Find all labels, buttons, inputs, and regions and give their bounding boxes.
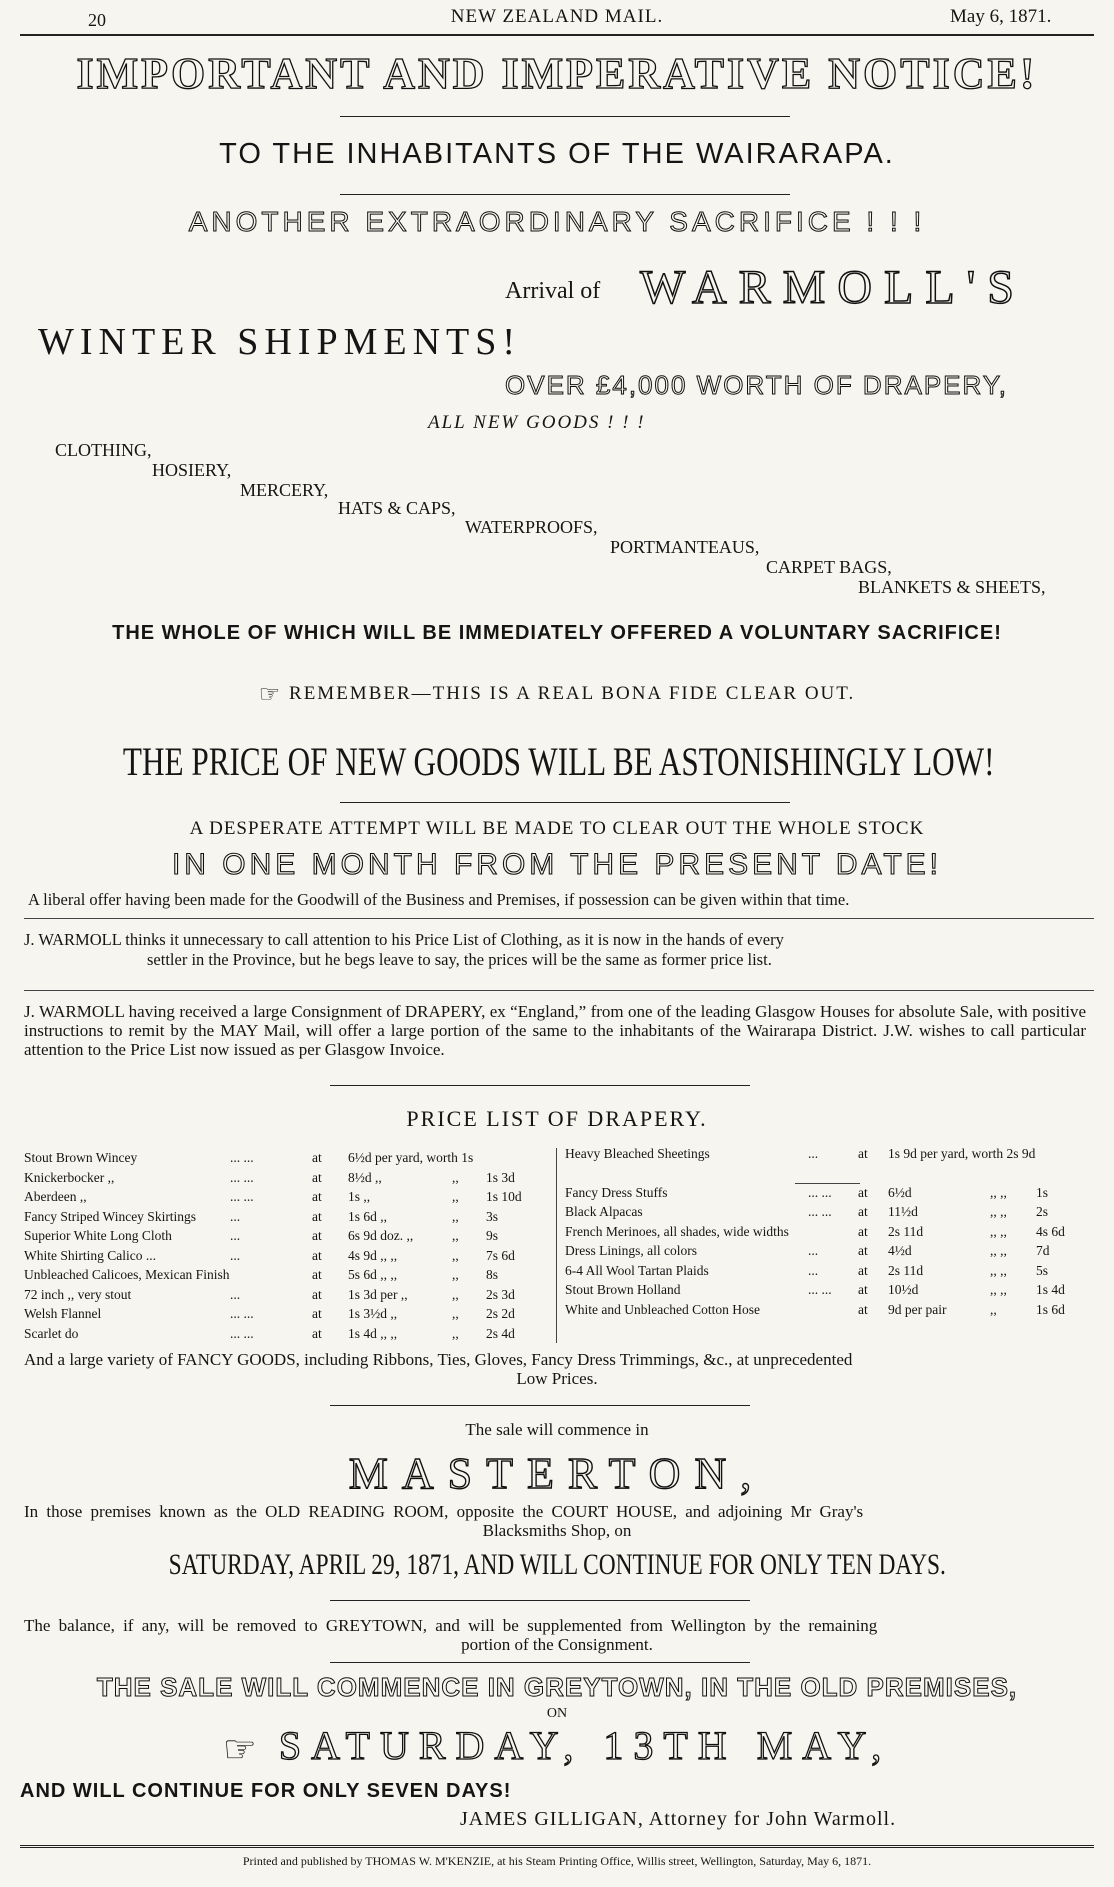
price-list-right-item: French Merinoes, all shades, wide widths (565, 1223, 789, 1239)
price-list-left-q: ,, (452, 1325, 459, 1341)
price-list-right-worth: 5s (1036, 1262, 1049, 1278)
greytown-headline: THE SALE WILL COMMENCE IN GREYTOWN, IN THE OLD PREMISES, (96, 1672, 1018, 1702)
price-list-left-q: ,, (452, 1306, 459, 1321)
price-list-right-dots: ... ... (808, 1282, 832, 1297)
price-list-left-price: 1s ,, (348, 1189, 371, 1204)
price-list-right-price: 6½d (888, 1184, 912, 1200)
price-list-right-q: ,, ,, (990, 1223, 1007, 1239)
divider (330, 1600, 750, 1601)
winter-shipments: WINTER SHIPMENTS! (38, 321, 522, 363)
price-list-right-worth: 1s 4d (1036, 1282, 1065, 1297)
para1-line1: J. WARMOLL thinks it unnecessary to call attention to his Price List of Clothing, as it is now in the hands of every (24, 930, 784, 949)
price-list-left-price: 1s 4d ,, ,, (348, 1325, 398, 1341)
seven-days: AND WILL CONTINUE FOR ONLY SEVEN DAYS! (20, 1780, 512, 1802)
price-list-right-price: 9d per pair (888, 1301, 947, 1317)
price-list-title (0, 1106, 1114, 1132)
price-list-left-item: Welsh Flannel (24, 1306, 102, 1321)
price-list-right-at: at (858, 1301, 868, 1317)
price-list-left-price: 1s 3½d ,, (348, 1306, 398, 1321)
price-list-right-at: at (858, 1184, 868, 1200)
price-list-left-item: Aberdeen ,, (24, 1189, 87, 1204)
price-list-right-item: 6-4 All Wool Tartan Plaids (565, 1262, 709, 1278)
price-list-right-q: ,, ,, (990, 1243, 1007, 1258)
price-list-left-q: ,, (452, 1286, 459, 1302)
price-list-left-at: at (312, 1325, 322, 1341)
price-list-left-dots: ... (230, 1208, 241, 1224)
price-list-right-at: at (858, 1262, 868, 1278)
saturday-april (0, 1548, 1114, 1582)
price-list-left-q: ,, (452, 1267, 459, 1282)
price-list-left-worth: 2s 2d (486, 1306, 515, 1321)
price-list-right-q: ,, (990, 1301, 997, 1317)
price-list-left-item: White Shirting Calico ... (24, 1247, 156, 1263)
all-new-goods: ALL NEW GOODS ! ! ! (428, 412, 646, 433)
price-list-right-q: ,, ,, (990, 1184, 1007, 1200)
price-list-right-dots: ... (808, 1146, 819, 1161)
goods-mercery: MERCERY, (240, 480, 329, 500)
price-list-left-at: at (312, 1189, 322, 1204)
price-list-right-at: at (858, 1282, 868, 1297)
balance-line1: The balance, if any, will be removed to GREYTOWN, and will be supplemented from Wellington by the remaining (24, 1616, 878, 1635)
goods-carpet-bags: CARPET BAGS, (766, 557, 892, 577)
saturday-may-line (0, 1722, 1114, 1772)
price-list-left-dots: ... (230, 1228, 241, 1243)
fancy-goods-line1: And a large variety of FANCY GOODS, including Ribbons, Ties, Gloves, Fancy Dress Trimmings, &c., at unprecedented (24, 1350, 853, 1369)
whole-sacrifice: THE WHOLE OF WHICH WILL BE IMMEDIATELY OFFERED A VOLUNTARY SACRIFICE! (112, 622, 1002, 644)
one-month: IN ONE MONTH FROM THE PRESENT DATE! (171, 848, 943, 881)
price-list-left-price: 5s 6d ,, ,, (348, 1267, 398, 1282)
pointing-hand-icon: ☞ (258, 682, 283, 708)
price-list-left-item: Superior White Long Cloth (24, 1228, 172, 1243)
price-list-right-dots: ... ... (808, 1184, 832, 1200)
price-list-right-item: White and Unbleached Cotton Hose (565, 1301, 760, 1317)
price-list-right-worth: 2s (1036, 1204, 1049, 1219)
divider (340, 194, 790, 195)
footer-imprint: Printed and published by THOMAS W. M'KENZIE, at his Steam Printing Office, Willis street, Wellington, Saturday, May 6, 1871. (242, 1854, 872, 1868)
price-list-left-q: ,, (452, 1189, 459, 1204)
goods-portmanteaus: PORTMANTEAUS, (610, 537, 760, 557)
price-list-right-q: ,, ,, (990, 1204, 1007, 1219)
goods-waterproofs: WATERPROOFS, (465, 517, 598, 537)
price-list-right-price: 4½d (888, 1243, 912, 1258)
saturday-april-text: SATURDAY, APRIL 29, 1871, AND WILL CONTINUE FOR ONLY TEN DAYS. (168, 1548, 946, 1581)
price-list-right-q: ,, ,, (990, 1262, 1007, 1278)
price-list-left-dots: ... ... (230, 1325, 254, 1341)
price-list-right-price: 2s 11d (888, 1223, 924, 1239)
price-list-right-at: at (858, 1243, 868, 1258)
price-list-right-dots: ... ... (808, 1204, 832, 1219)
divider (330, 1662, 750, 1663)
price-list-left-worth: 3s (486, 1208, 499, 1224)
desperate-attempt: A DESPERATE ATTEMPT WILL BE MADE TO CLEAR OUT THE WHOLE STOCK (189, 818, 925, 839)
goods-clothing: CLOTHING, (55, 440, 152, 460)
page-number: 20 (88, 10, 106, 30)
price-list-left-item: Stout Brown Wincey (24, 1150, 138, 1165)
price-list-left-price: 4s 9d ,, ,, (348, 1247, 398, 1263)
price-list-left-q: ,, (452, 1208, 459, 1224)
price-list-column-divider (556, 1148, 557, 1343)
remember-line (0, 680, 1114, 709)
divider (340, 802, 790, 803)
price-list-right-dots: ... (808, 1243, 819, 1258)
goods-blankets: BLANKETS & SHEETS, (858, 577, 1046, 597)
goods-hosiery: HOSIERY, (152, 460, 232, 480)
divider (330, 1085, 750, 1086)
price-list-left-item: 72 inch ,, very stout (24, 1286, 132, 1302)
header-rule (20, 34, 1094, 36)
premises-line2: Blacksmiths Shop, on (482, 1521, 632, 1540)
price-list-left-worth: 9s (486, 1228, 499, 1243)
price-list-left-q: ,, (452, 1247, 459, 1263)
masterton: MASTERTON, (348, 1449, 766, 1498)
price-list-right-price: 10½d (888, 1282, 919, 1297)
price-list-left-worth: 2s 3d (486, 1286, 515, 1302)
price-list-right-price: 2s 11d (888, 1262, 924, 1278)
price-list-left-at: at (312, 1169, 322, 1185)
divider (24, 918, 1094, 919)
divider (24, 990, 1094, 991)
price-list-left-item: Knickerbocker ,, (24, 1169, 115, 1185)
liberal-offer: A liberal offer having been made for the Goodwill of the Business and Premises, if possession can be given within that time. (28, 890, 850, 909)
price-list-right-at: at (858, 1146, 868, 1161)
price-list-left-price: 1s 3d per ,, (348, 1286, 408, 1302)
price-list-short-rule (795, 1183, 860, 1184)
price-list-right-item: Stout Brown Holland (565, 1282, 681, 1297)
price-list-left-at: at (312, 1247, 322, 1263)
divider (340, 116, 790, 117)
over-4000: OVER £4,000 WORTH OF DRAPERY, (505, 370, 1009, 400)
price-list-right-price: 1s 9d per yard, worth 2s 9d (888, 1146, 1036, 1161)
price-list-left-dots: ... (230, 1286, 241, 1302)
price-low-text: THE PRICE OF NEW GOODS WILL BE ASTONISHINGLY LOW! (122, 739, 995, 784)
arrival-prefix: Arrival of (505, 278, 601, 304)
price-list-left-at: at (312, 1150, 322, 1165)
premises-line1: In those premises known as the OLD READING ROOM, opposite the COURT HOUSE, and adjoining Mr Gray's (24, 1502, 864, 1521)
price-list-left-at: at (312, 1286, 322, 1302)
price-list-left-at: at (312, 1228, 322, 1243)
headline-inhabitants: TO THE INHABITANTS OF THE WAIRARAPA. (219, 138, 895, 170)
price-list-left-at: at (312, 1267, 322, 1282)
price-list-left-dots: ... (230, 1247, 241, 1263)
issue-date: May 6, 1871. (950, 6, 1052, 27)
price-list-right-item: Heavy Bleached Sheetings (565, 1146, 710, 1161)
price-list-left-dots: ... ... (230, 1189, 254, 1204)
price-list-left-worth: 8s (486, 1267, 499, 1282)
price-list-right-item: Dress Linings, all colors (565, 1243, 697, 1258)
price-list-left-price: 6½d per yard, worth 1s (348, 1150, 474, 1165)
price-list-left-worth: 1s 3d (486, 1169, 515, 1185)
price-list-right-worth: 1s (1036, 1184, 1049, 1200)
remember-text: REMEMBER—THIS IS A REAL BONA FIDE CLEAR OUT. (289, 682, 856, 704)
price-list-left-item: Fancy Striped Wincey Skirtings (24, 1208, 197, 1224)
price-list-left-dots: ... ... (230, 1306, 254, 1321)
goods-hats: HATS & CAPS, (338, 498, 456, 518)
consignment-paragraph: J. WARMOLL having received a large Consignment of DRAPERY, ex “England,” from one of the leading Glasgow Houses for absolute Sale, with positive instructions to remit by the MAY Mail, will offer a large portion of the same to the inhabitants of the Wairarapa District. J.W. wishes to call particular attention to the Price List now issued as per Glasgow Invoice. (24, 1002, 1086, 1059)
sale-commence: The sale will commence in (465, 1420, 649, 1439)
price-list-left-price: 6s 9d doz. ,, (348, 1228, 414, 1243)
price-list-right-item: Fancy Dress Stuffs (565, 1184, 668, 1200)
price-list-right-at: at (858, 1204, 868, 1219)
price-list-right-worth: 7d (1036, 1243, 1050, 1258)
pointing-hand-icon: ☞ (222, 1729, 257, 1772)
footer-rule (20, 1845, 1094, 1848)
price-list-left-worth: 7s 6d (486, 1247, 515, 1263)
fancy-goods-line2: Low Prices. (516, 1369, 598, 1388)
price-list-right-price: 11½d (888, 1204, 918, 1219)
price-list-left-worth: 1s 10d (486, 1189, 522, 1204)
price-list-left-worth: 2s 4d (486, 1325, 515, 1341)
price-list-left-dots: ... ... (230, 1150, 254, 1165)
price-low-headline (0, 738, 1114, 785)
paper-title: NEW ZEALAND MAIL. (450, 6, 664, 27)
price-list-left-q: ,, (452, 1228, 459, 1243)
price-list-left-dots: ... ... (230, 1169, 254, 1185)
headline-sacrifice: ANOTHER EXTRAORDINARY SACRIFICE ! ! ! (188, 206, 926, 237)
price-list-title-text: PRICE LIST OF DRAPERY. (406, 1106, 708, 1131)
balance-line2: portion of the Consignment. (461, 1635, 653, 1654)
on-word: ON (546, 1706, 568, 1721)
price-list-right-dots: ... (808, 1262, 819, 1278)
arrival-name: WARMOLL'S (640, 261, 1026, 314)
price-list-right-worth: 1s 6d (1036, 1301, 1065, 1317)
price-list-right-at: at (858, 1223, 868, 1239)
divider (330, 1405, 750, 1406)
price-list-left-at: at (312, 1208, 322, 1224)
price-list-right-q: ,, ,, (990, 1282, 1007, 1297)
price-list-left-item: Unbleached Calicoes, Mexican Finish (24, 1267, 230, 1282)
para1-line2: settler in the Province, but he begs leave to say, the prices will be the same as former price list. (147, 950, 772, 969)
price-list-left-price: 8½d ,, (348, 1169, 382, 1185)
saturday-may-text: SATURDAY, 13TH MAY, (278, 1723, 892, 1768)
price-list-left-q: ,, (452, 1169, 459, 1185)
signature: JAMES GILLIGAN, Attorney for John Warmoll. (460, 1808, 897, 1830)
price-list-right-item: Black Alpacas (565, 1204, 643, 1219)
headline-important: IMPORTANT AND IMPERATIVE NOTICE! (76, 49, 1038, 98)
price-list-left-at: at (312, 1306, 322, 1321)
price-list-left-item: Scarlet do (24, 1325, 79, 1341)
price-list-right-worth: 4s 6d (1036, 1223, 1065, 1239)
price-list-left-price: 1s 6d ,, (348, 1208, 388, 1224)
